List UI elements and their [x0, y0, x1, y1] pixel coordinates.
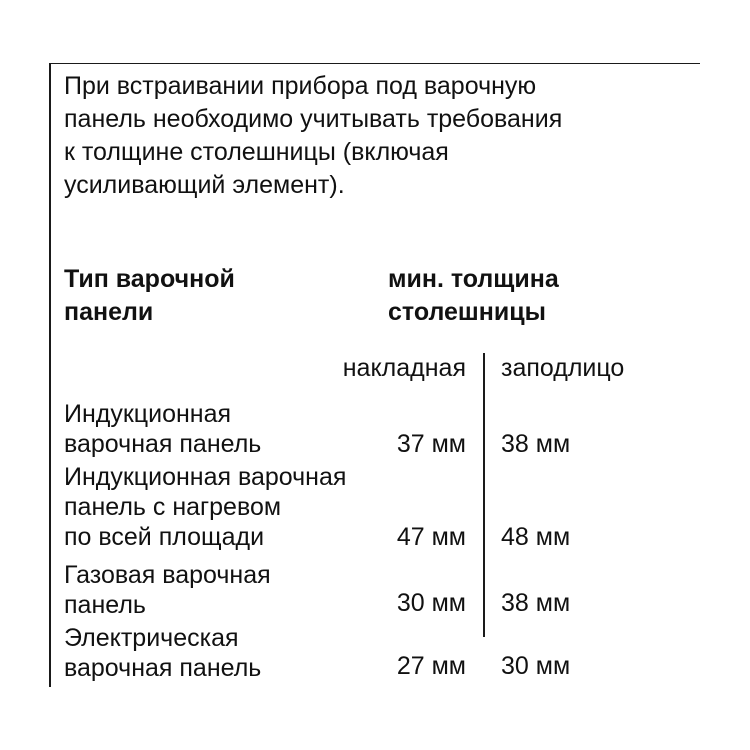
- header-min-thickness: мин. толщина столешницы: [388, 265, 559, 326]
- row-name-gas: Газовая варочная панель: [64, 561, 271, 619]
- row-induction-overlay-value: 37 мм: [396, 430, 466, 458]
- row-electric-overlay-value: 27 мм: [396, 652, 466, 680]
- top-border-line: [49, 63, 700, 64]
- subheader-flush: заподлицо: [501, 354, 625, 382]
- column-divider: [483, 353, 485, 637]
- subheader-overlay: накладная: [342, 354, 466, 382]
- left-border-line: [49, 63, 51, 687]
- row-name-induction: Индукционная варочная панель: [64, 400, 262, 458]
- row-name-electric: Электрическая варочная панель: [64, 624, 262, 682]
- header-hob-type: Тип варочной панели: [64, 265, 235, 326]
- row-gas-flush-value: 38 мм: [501, 589, 571, 617]
- row-electric-flush-value: 30 мм: [501, 652, 571, 680]
- intro-paragraph: При встраивании прибора под варочную панель необходимо учитывать требования к толщине столешницы (включая усиливающий элемент).: [64, 72, 563, 199]
- row-gas-overlay-value: 30 мм: [396, 589, 466, 617]
- row-induction-flush-value: 38 мм: [501, 430, 571, 458]
- row-full-surface-induction-flush-value: 48 мм: [501, 523, 571, 551]
- row-name-full-surface-induction: Индукционная варочная панель с нагревом по всей площади: [64, 463, 347, 551]
- row-full-surface-induction-overlay-value: 47 мм: [396, 523, 466, 551]
